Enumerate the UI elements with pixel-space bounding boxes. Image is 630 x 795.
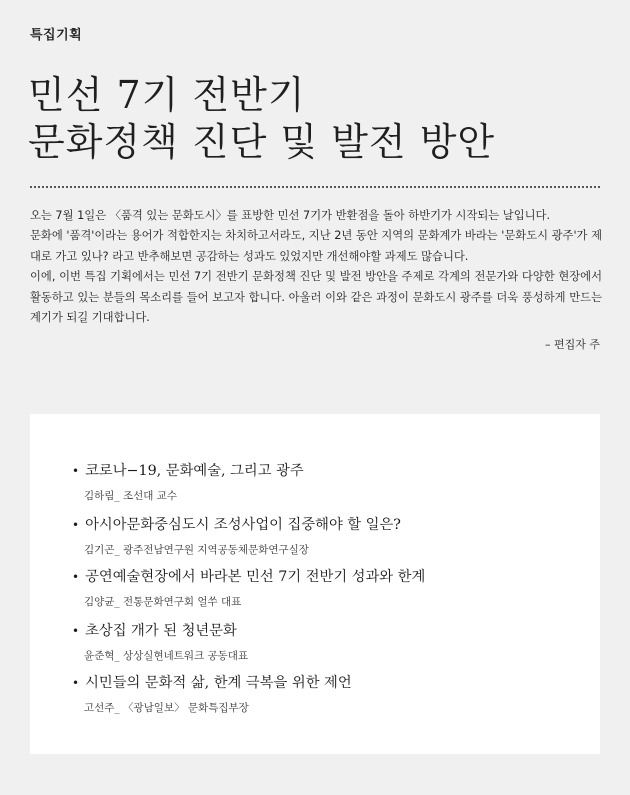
intro-paragraph-3: 이에, 이번 특집 기획에서는 민선 7기 전반기 문화정책 진단 및 발전 방안을 주제로 각계의 전문가와 다양한 현장에서 활동하고 있는 분들의 목소리를 들어 보고자 합니다. 아울러 이와 같은 과정이 문화도시 광주를 더욱 풍성하게 만드는 계기가 되길 기대합니다. (30, 270, 602, 325)
toc-item-title[interactable] (72, 514, 401, 534)
toc-item-title[interactable] (72, 672, 352, 692)
toc-item-author: 김양균_ 전통문화연구회 얼쑤 대표 (84, 596, 242, 608)
toc-item-author: 김하림_ 조선대 교수 (84, 490, 178, 502)
toc-item-author: 김기곤_ 광주전남연구원 지역공동체문화연구실장 (84, 544, 309, 556)
toc-item[interactable] (72, 566, 425, 609)
intro-paragraph-1: 오는 7월 1일은 〈품격 있는 문화도시〉를 표방한 민선 7기가 반환점을 돌아 하반기가 시작되는 날입니다. (30, 209, 551, 222)
toc-item-title[interactable] (72, 460, 304, 480)
headline (28, 72, 608, 166)
headline-line-1: 민선 7기 전반기 (28, 73, 306, 117)
toc-item-author: 고선주_ 〈광남일보〉 문화특집부장 (84, 702, 249, 714)
toc-item-author: 윤준혁_ 상상실현네트워크 공동대표 (84, 650, 249, 662)
toc-item-title[interactable] (72, 620, 248, 640)
bullet-icon: • (72, 624, 80, 638)
toc-item-title-text[interactable]: 코로나−19, 문화예술, 그리고 광주 (85, 463, 304, 479)
toc-item-title-text[interactable]: 아시아문화중심도시 조성사업이 집중해야 할 일은? (85, 517, 401, 533)
table-of-contents (30, 414, 600, 754)
dotted-divider (30, 186, 600, 188)
toc-item[interactable] (72, 514, 401, 557)
toc-item[interactable] (72, 460, 304, 503)
bullet-icon: • (72, 676, 80, 690)
headline-line-2: 문화정책 진단 및 발전 방안 (28, 120, 496, 164)
toc-item-title-text[interactable]: 시민들의 문화적 삶, 한계 극복을 위한 제언 (85, 675, 352, 691)
bullet-icon: • (72, 464, 80, 478)
intro-text (30, 206, 602, 328)
editor-note: – 편집자 주 (545, 338, 600, 351)
toc-item-title-text[interactable]: 공연예술현장에서 바라본 민선 7기 전반기 성과와 한계 (85, 569, 426, 585)
bullet-icon: • (72, 518, 80, 532)
section-label: 특집기획 (30, 28, 83, 43)
toc-item-title[interactable] (72, 566, 425, 586)
bullet-icon: • (72, 570, 80, 584)
toc-item-title-text[interactable]: 초상집 개가 된 청년문화 (85, 623, 237, 639)
toc-item[interactable] (72, 620, 248, 663)
intro-paragraph-2: 문화에 '품격'이라는 용어가 적합한지는 차치하고서라도, 지난 2년 동안 지역의 문화계가 바라는 '문화도시 광주'가 제대로 가고 있나? 라고 반추해보면 공감하는 성과도 있었지만 개선해야할 과제도 많습니다. (30, 229, 602, 263)
toc-item[interactable] (72, 672, 352, 715)
